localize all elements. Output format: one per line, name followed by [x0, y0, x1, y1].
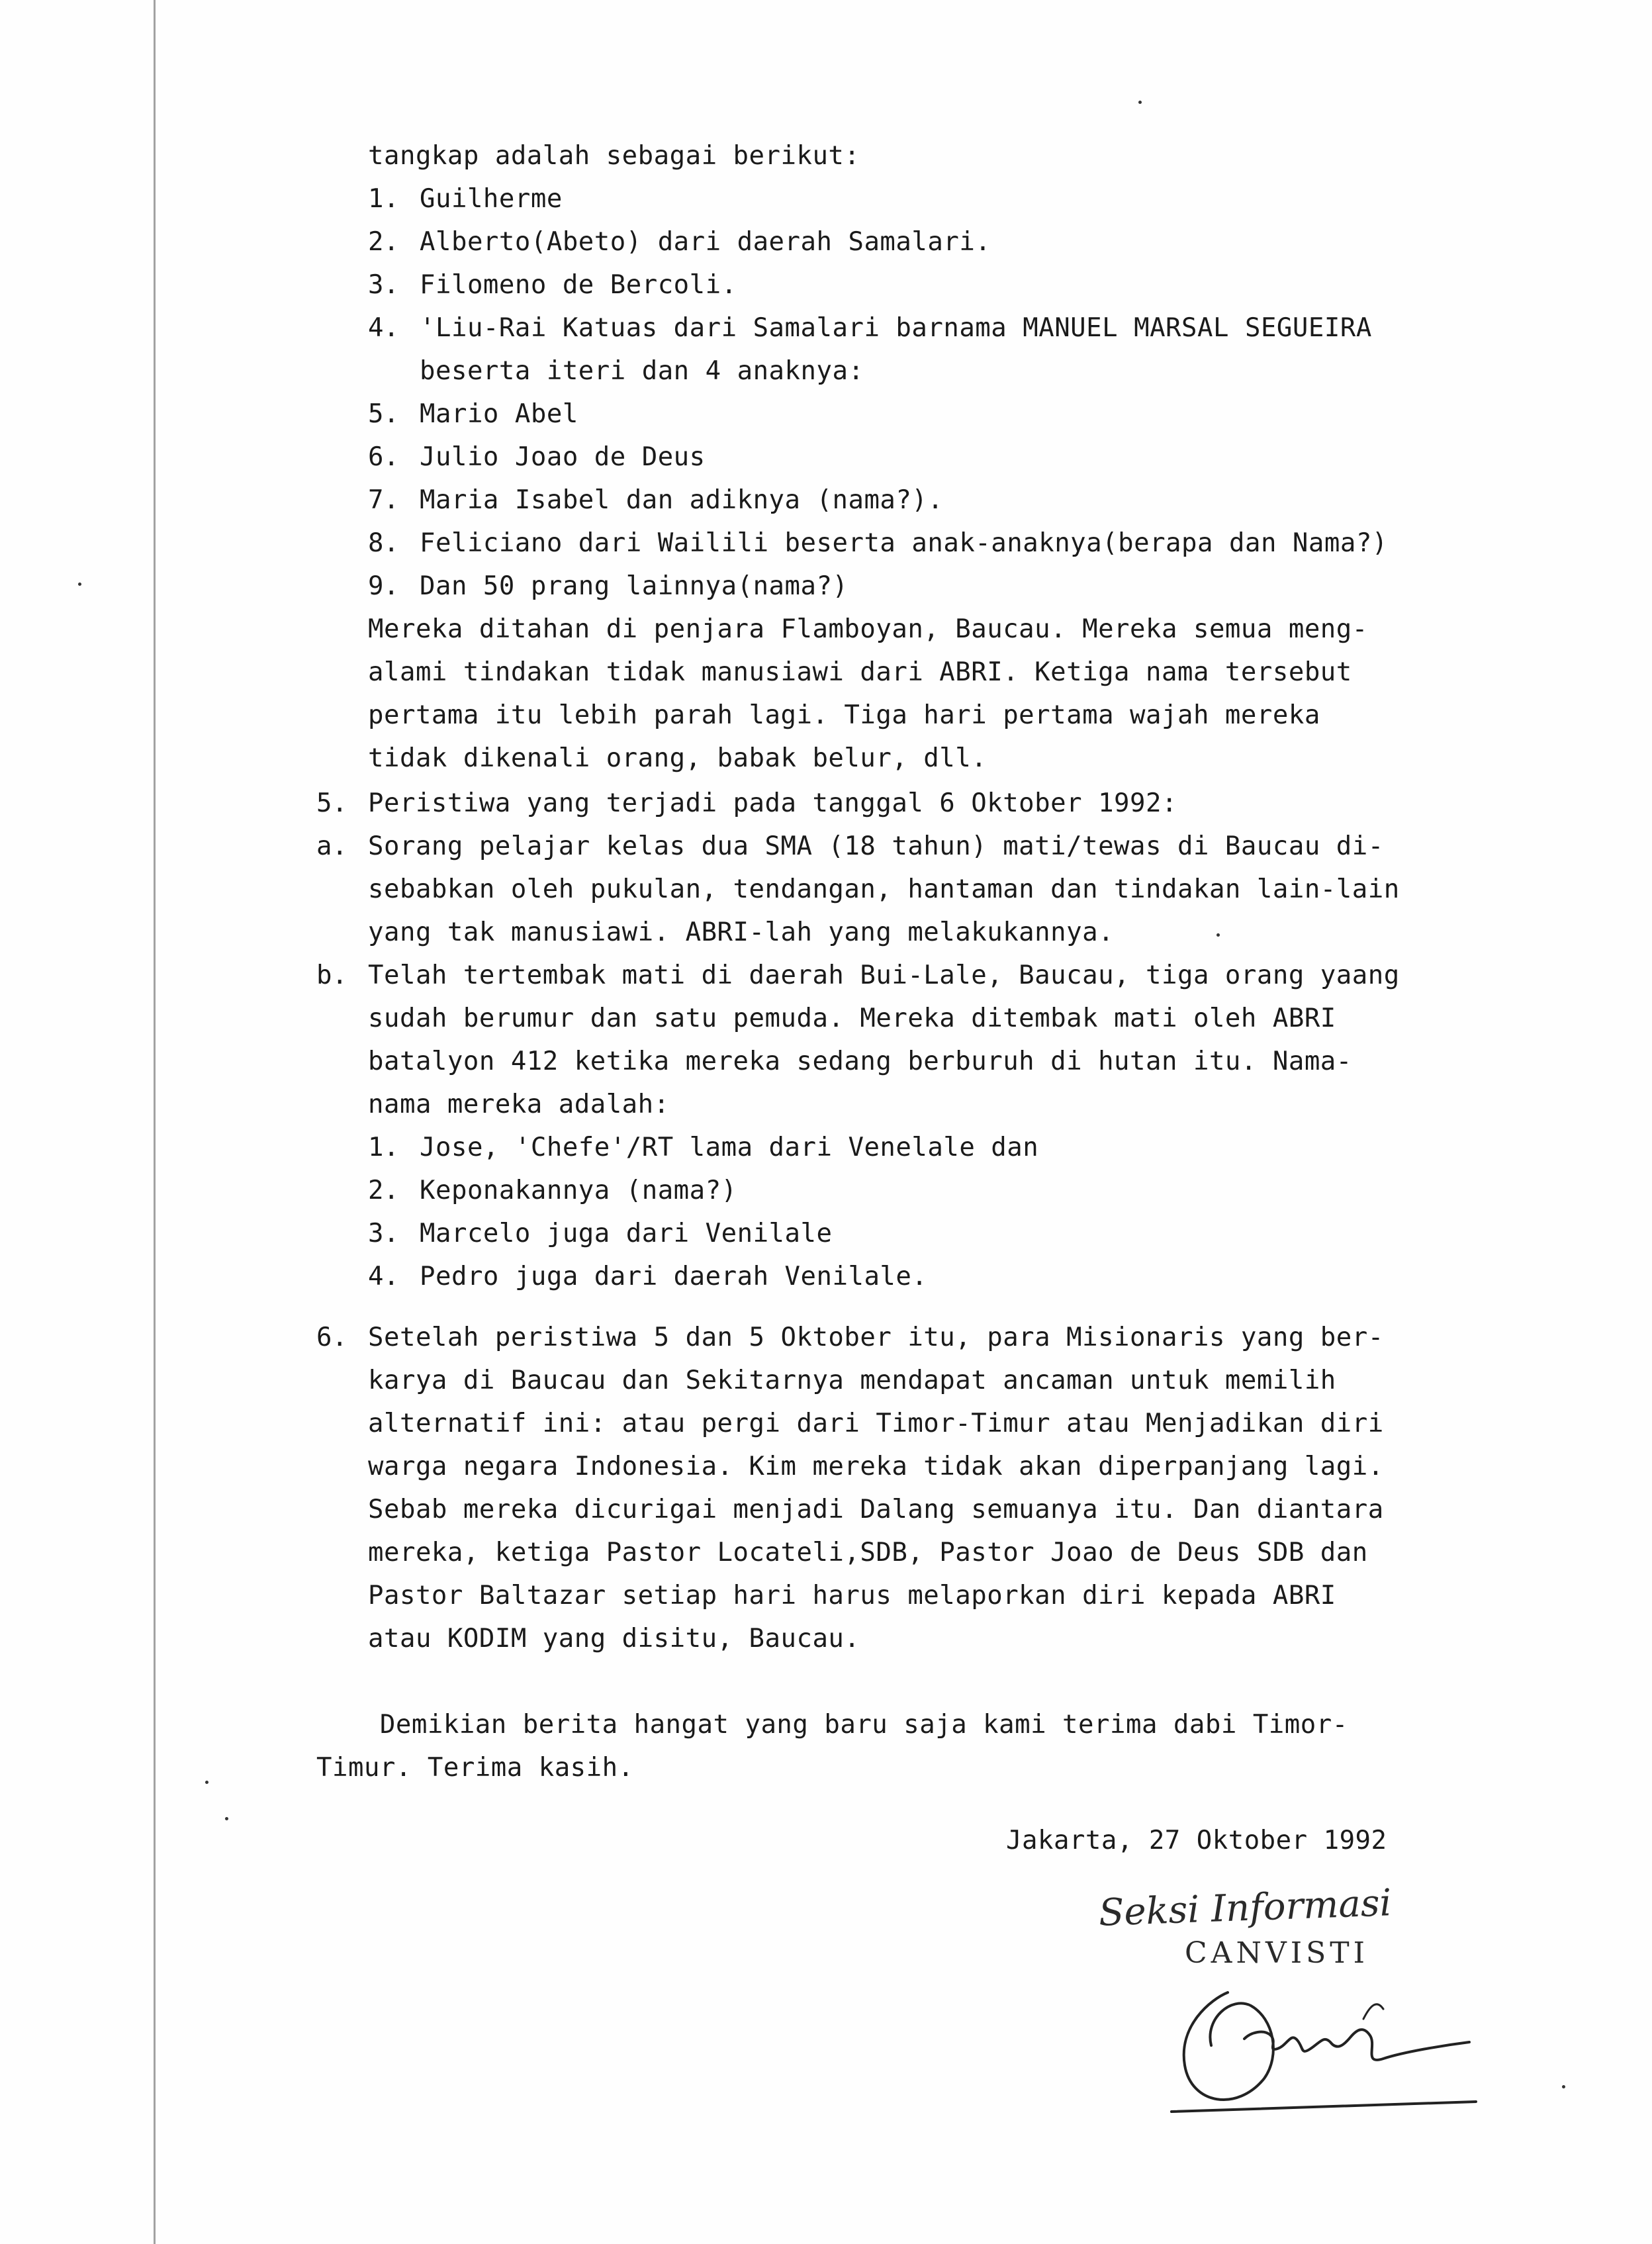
list-item: Maria Isabel dan adiknya (nama?).	[420, 485, 944, 515]
paragraph-line: Sebab mereka dicurigai menjadi Dalang semuanya itu. Dan diantara	[368, 1495, 1384, 1524]
section-number: 6.	[316, 1323, 347, 1352]
scan-speck	[205, 1781, 208, 1784]
list-item-continuation: beserta iteri dan 4 anaknya:	[420, 356, 864, 386]
scan-speck	[1138, 101, 1142, 104]
handwritten-signature	[1165, 1979, 1483, 2125]
list-number: 1.	[368, 184, 399, 214]
list-item: Dan 50 prang lainnya(nama?)	[420, 571, 849, 601]
paragraph-line: Sorang pelajar kelas dua SMA (18 tahun) mati/tewas di Baucau di-	[368, 831, 1384, 861]
paragraph-line: atau KODIM yang disitu, Baucau.	[368, 1624, 860, 1654]
list-item: Feliciano dari Wailili beserta anak-anaknya(berapa dan Nama?)	[420, 528, 1388, 558]
list-number: 6.	[368, 442, 399, 472]
list-number: 9.	[368, 571, 399, 601]
list-number: 2.	[368, 1176, 399, 1205]
list-item: Filomeno de Bercoli.	[420, 270, 737, 300]
list-item: 'Liu-Rai Katuas dari Samalari barnama MANUEL MARSAL SEGUEIRA	[420, 313, 1372, 343]
paragraph-line: Setelah peristiwa 5 dan 5 Oktober itu, para Misionaris yang ber-	[368, 1323, 1384, 1352]
list-number: 8.	[368, 528, 399, 558]
paragraph-line: sudah berumur dan satu pemuda. Mereka ditembak mati oleh ABRI	[368, 1004, 1336, 1033]
paragraph-line: tidak dikenali orang, babak belur, dll.	[368, 743, 987, 773]
list-item: Marcelo juga dari Venilale	[420, 1219, 833, 1248]
paragraph-line: Telah tertembak mati di daerah Bui-Lale, Baucau, tiga orang yaang	[368, 960, 1400, 990]
list-item: Pedro juga dari daerah Venilale.	[420, 1262, 928, 1291]
paragraph-line: Mereka ditahan di penjara Flamboyan, Baucau. Mereka semua meng-	[368, 614, 1368, 644]
intro-line: tangkap adalah sebagai berikut:	[368, 141, 860, 171]
paragraph-line: warga negara Indonesia. Kim mereka tidak akan diperpanjang lagi.	[368, 1452, 1384, 1481]
paragraph-line: karya di Baucau dan Sekitarnya mendapat ancaman untuk memilih	[368, 1366, 1336, 1395]
list-number: 3.	[368, 1219, 399, 1248]
list-number: 7.	[368, 485, 399, 515]
closing-line: Demikian berita hangat yang baru saja kami terima dabi Timor-	[316, 1710, 1348, 1740]
scan-speck	[78, 583, 81, 586]
list-item: Jose, 'Chefe'/RT lama dari Venelale dan	[420, 1133, 1039, 1162]
list-number: 1.	[368, 1133, 399, 1162]
place-date: Jakarta, 27 Oktober 1992	[1006, 1826, 1387, 1855]
list-number: 3.	[368, 270, 399, 300]
paragraph-line: nama mereka adalah:	[368, 1090, 670, 1119]
list-number: 4.	[368, 313, 399, 343]
closing-line: Timur. Terima kasih.	[316, 1753, 634, 1783]
list-number: 2.	[368, 227, 399, 257]
list-item: Keponakannya (nama?)	[420, 1176, 737, 1205]
list-item: Julio Joao de Deus	[420, 442, 706, 472]
list-number: 4.	[368, 1262, 399, 1291]
list-number: 5.	[368, 399, 399, 429]
list-item: Alberto(Abeto) dari daerah Samalari.	[420, 227, 991, 257]
scan-speck	[225, 1817, 228, 1820]
paragraph-line: yang tak manusiawi. ABRI-lah yang melakukannya.	[368, 917, 1115, 947]
scan-speck	[1216, 933, 1220, 937]
paragraph-line: batalyon 412 ketika mereka sedang berburuh di hutan itu. Nama-	[368, 1047, 1352, 1076]
subsection-marker: a.	[316, 831, 347, 861]
list-item: Mario Abel	[420, 399, 578, 429]
paragraph-line: Pastor Baltazar setiap hari harus melaporkan diri kepada ABRI	[368, 1581, 1336, 1611]
list-item: Guilherme	[420, 184, 563, 214]
paragraph-line: mereka, ketiga Pastor Locateli,SDB, Pastor Joao de Deus SDB dan	[368, 1538, 1368, 1567]
paragraph-line: pertama itu lebih parah lagi. Tiga hari pertama wajah mereka	[368, 700, 1320, 730]
scan-speck	[1562, 2085, 1565, 2088]
section-heading: Peristiwa yang terjadi pada tanggal 6 Oktober 1992:	[368, 788, 1177, 818]
handwritten-department: Seksi Informasi	[1098, 1881, 1393, 1935]
paragraph-line: alternatif ini: atau pergi dari Timor-Timur atau Menjadikan diri	[368, 1409, 1384, 1438]
paragraph-line: sebabkan oleh pukulan, tendangan, hantaman dan tindakan lain-lain	[368, 874, 1400, 904]
handwritten-organization: CANVISTI	[1185, 1936, 1369, 1970]
paragraph-line: alami tindakan tidak manusiawi dari ABRI. Ketiga nama tersebut	[368, 657, 1352, 687]
subsection-marker: b.	[316, 960, 347, 990]
section-number: 5.	[316, 788, 347, 818]
binding-edge	[154, 0, 156, 2244]
